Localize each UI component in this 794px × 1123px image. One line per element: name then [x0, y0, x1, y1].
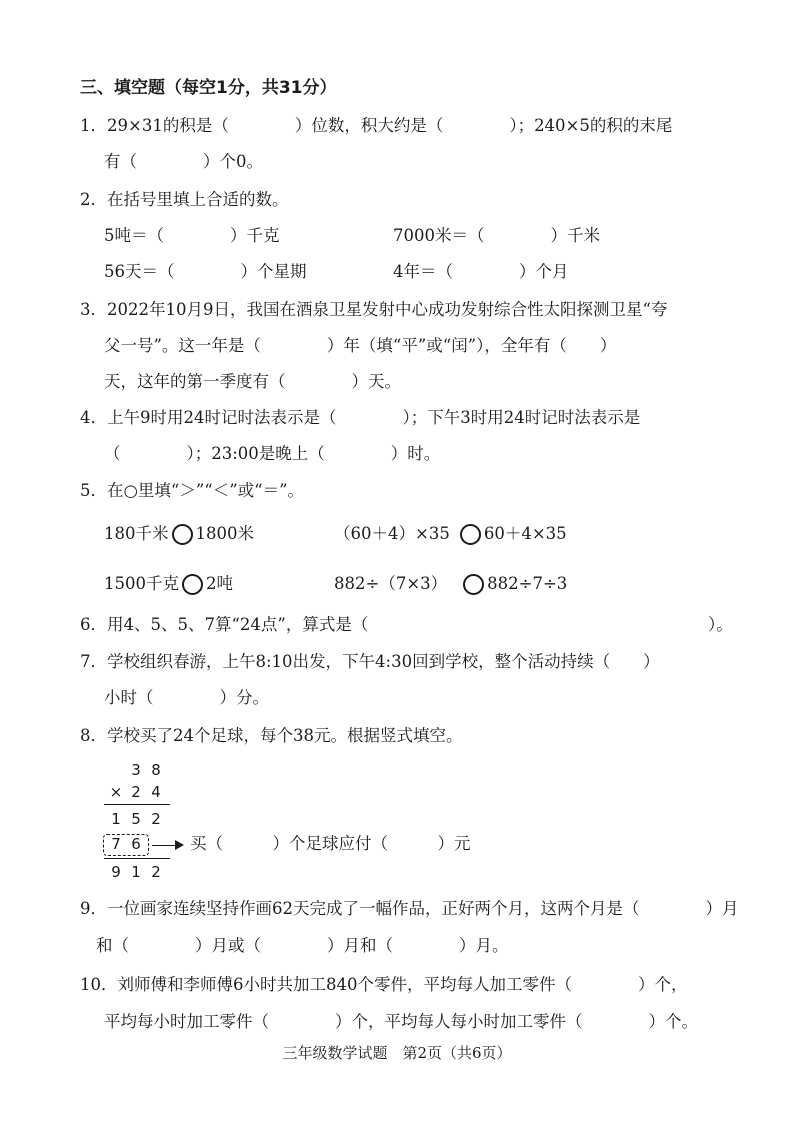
answer-circle[interactable]: [460, 524, 481, 545]
answer-circle[interactable]: [182, 574, 203, 595]
q9-line2: 和（ ）月或（ ）月和（ ）月。: [96, 936, 509, 955]
calc-digit: 3: [131, 761, 141, 779]
answer-circle[interactable]: [463, 574, 484, 595]
q5-row1-left: [104, 522, 254, 546]
page-footer: 三年级数学试题 第2页（共6页）: [282, 1044, 512, 1062]
q2-c: 56天＝（ ）个星期: [104, 262, 307, 281]
q5-b-right: 60＋4×35: [483, 524, 567, 543]
calc-digit: 8: [151, 761, 161, 779]
q7-line1: 7．学校组织春游，上午8:10出发，下午4:30回到学校，整个活动持续（ ）: [80, 652, 660, 671]
q6-line1: 6．用4、5、5、7算“24点”，算式是（: [80, 615, 369, 634]
q5-c-right: 2吨: [206, 574, 233, 593]
calc-digit: 5: [131, 810, 141, 828]
calc-digit: 7: [111, 835, 121, 853]
calc-digit: 2: [131, 783, 141, 801]
q2-d: 4年＝（ ）个月: [393, 262, 569, 281]
q5-a-right: 1800米: [195, 524, 254, 543]
calc-rule: [104, 858, 170, 859]
calc-digit: 1: [111, 810, 121, 828]
q10-line1: 10．刘师傅和李师傅6小时共加工840个零件，平均每人加工零件（ ）个，: [80, 975, 688, 994]
calc-digit: 4: [151, 783, 161, 801]
calc-digit: ×: [109, 783, 123, 801]
q2-b: 7000米＝（ ）千米: [393, 226, 600, 245]
q2-line1: 2．在括号里填上合适的数。: [80, 190, 289, 209]
q8-arrow-text: 买（ ）个足球应付（ ）元: [190, 834, 471, 853]
q10-line2: 平均每小时加工零件（ ）个，平均每人每小时加工零件（ ）个。: [104, 1012, 698, 1031]
calc-digit: 9: [111, 863, 121, 881]
q5-c-left: 1500千克: [104, 574, 179, 593]
arrow-right-icon: [152, 845, 176, 846]
q6-end: ）。: [708, 615, 733, 634]
section-title: 三、填空题（每空1分，共31分）: [80, 78, 337, 98]
q4-line1: 4．上午9时用24时记时法表示是（ ）；下午3时用24时记时法表示是: [80, 408, 641, 427]
q3-line3: 天，这年的第一季度有（ ）天。: [104, 372, 401, 391]
calc-rule: [104, 804, 170, 805]
calc-digit: 6: [131, 835, 141, 853]
q5-b-left: （60＋4）×35: [334, 524, 450, 543]
q3-line2: 父一号”。这一年是（ ）年（填“平”或“闰”），全年有（ ）: [104, 336, 617, 355]
q5-a-left: 180千米: [104, 524, 169, 543]
calc-digit: 2: [151, 863, 161, 881]
q5-row2-right: [334, 572, 567, 596]
q5-d-right: 882÷7÷3: [487, 574, 568, 593]
calc-digit: 2: [151, 810, 161, 828]
q1-line1: 1．29×31的积是（ ）位数，积大约是（ ）；240×5的积的末尾: [80, 116, 673, 135]
q4-line2: （ ）；23:00是晚上（ ）时。: [104, 444, 441, 463]
answer-circle[interactable]: [172, 524, 193, 545]
q1-line2: 有（ ）个0。: [104, 152, 263, 171]
calc-digit: 1: [131, 863, 141, 881]
q5-d-left: 882÷（7×3）: [334, 574, 448, 593]
q5-row1-right: [334, 522, 567, 546]
arrow-head-icon: [175, 840, 184, 850]
q5-line1: 5．在○里填“＞”“＜”或“＝”。: [80, 481, 305, 500]
q2-a: 5吨＝（ ）千克: [104, 226, 280, 245]
q7-line2: 小时（ ）分。: [104, 688, 269, 707]
q3-line1: 3．2022年10月9日，我国在酒泉卫星发射中心成功发射综合性太阳探测卫星“夸: [80, 300, 668, 319]
q8-line1: 8．学校买了24个足球，每个38元。根据竖式填空。: [80, 726, 463, 745]
q5-row2-left: [104, 572, 233, 596]
vertical-calculation: [100, 760, 190, 880]
q9-line1: 9．一位画家连续坚持作画62天完成了一幅作品，正好两个月，这两个月是（ ）月: [80, 899, 739, 918]
